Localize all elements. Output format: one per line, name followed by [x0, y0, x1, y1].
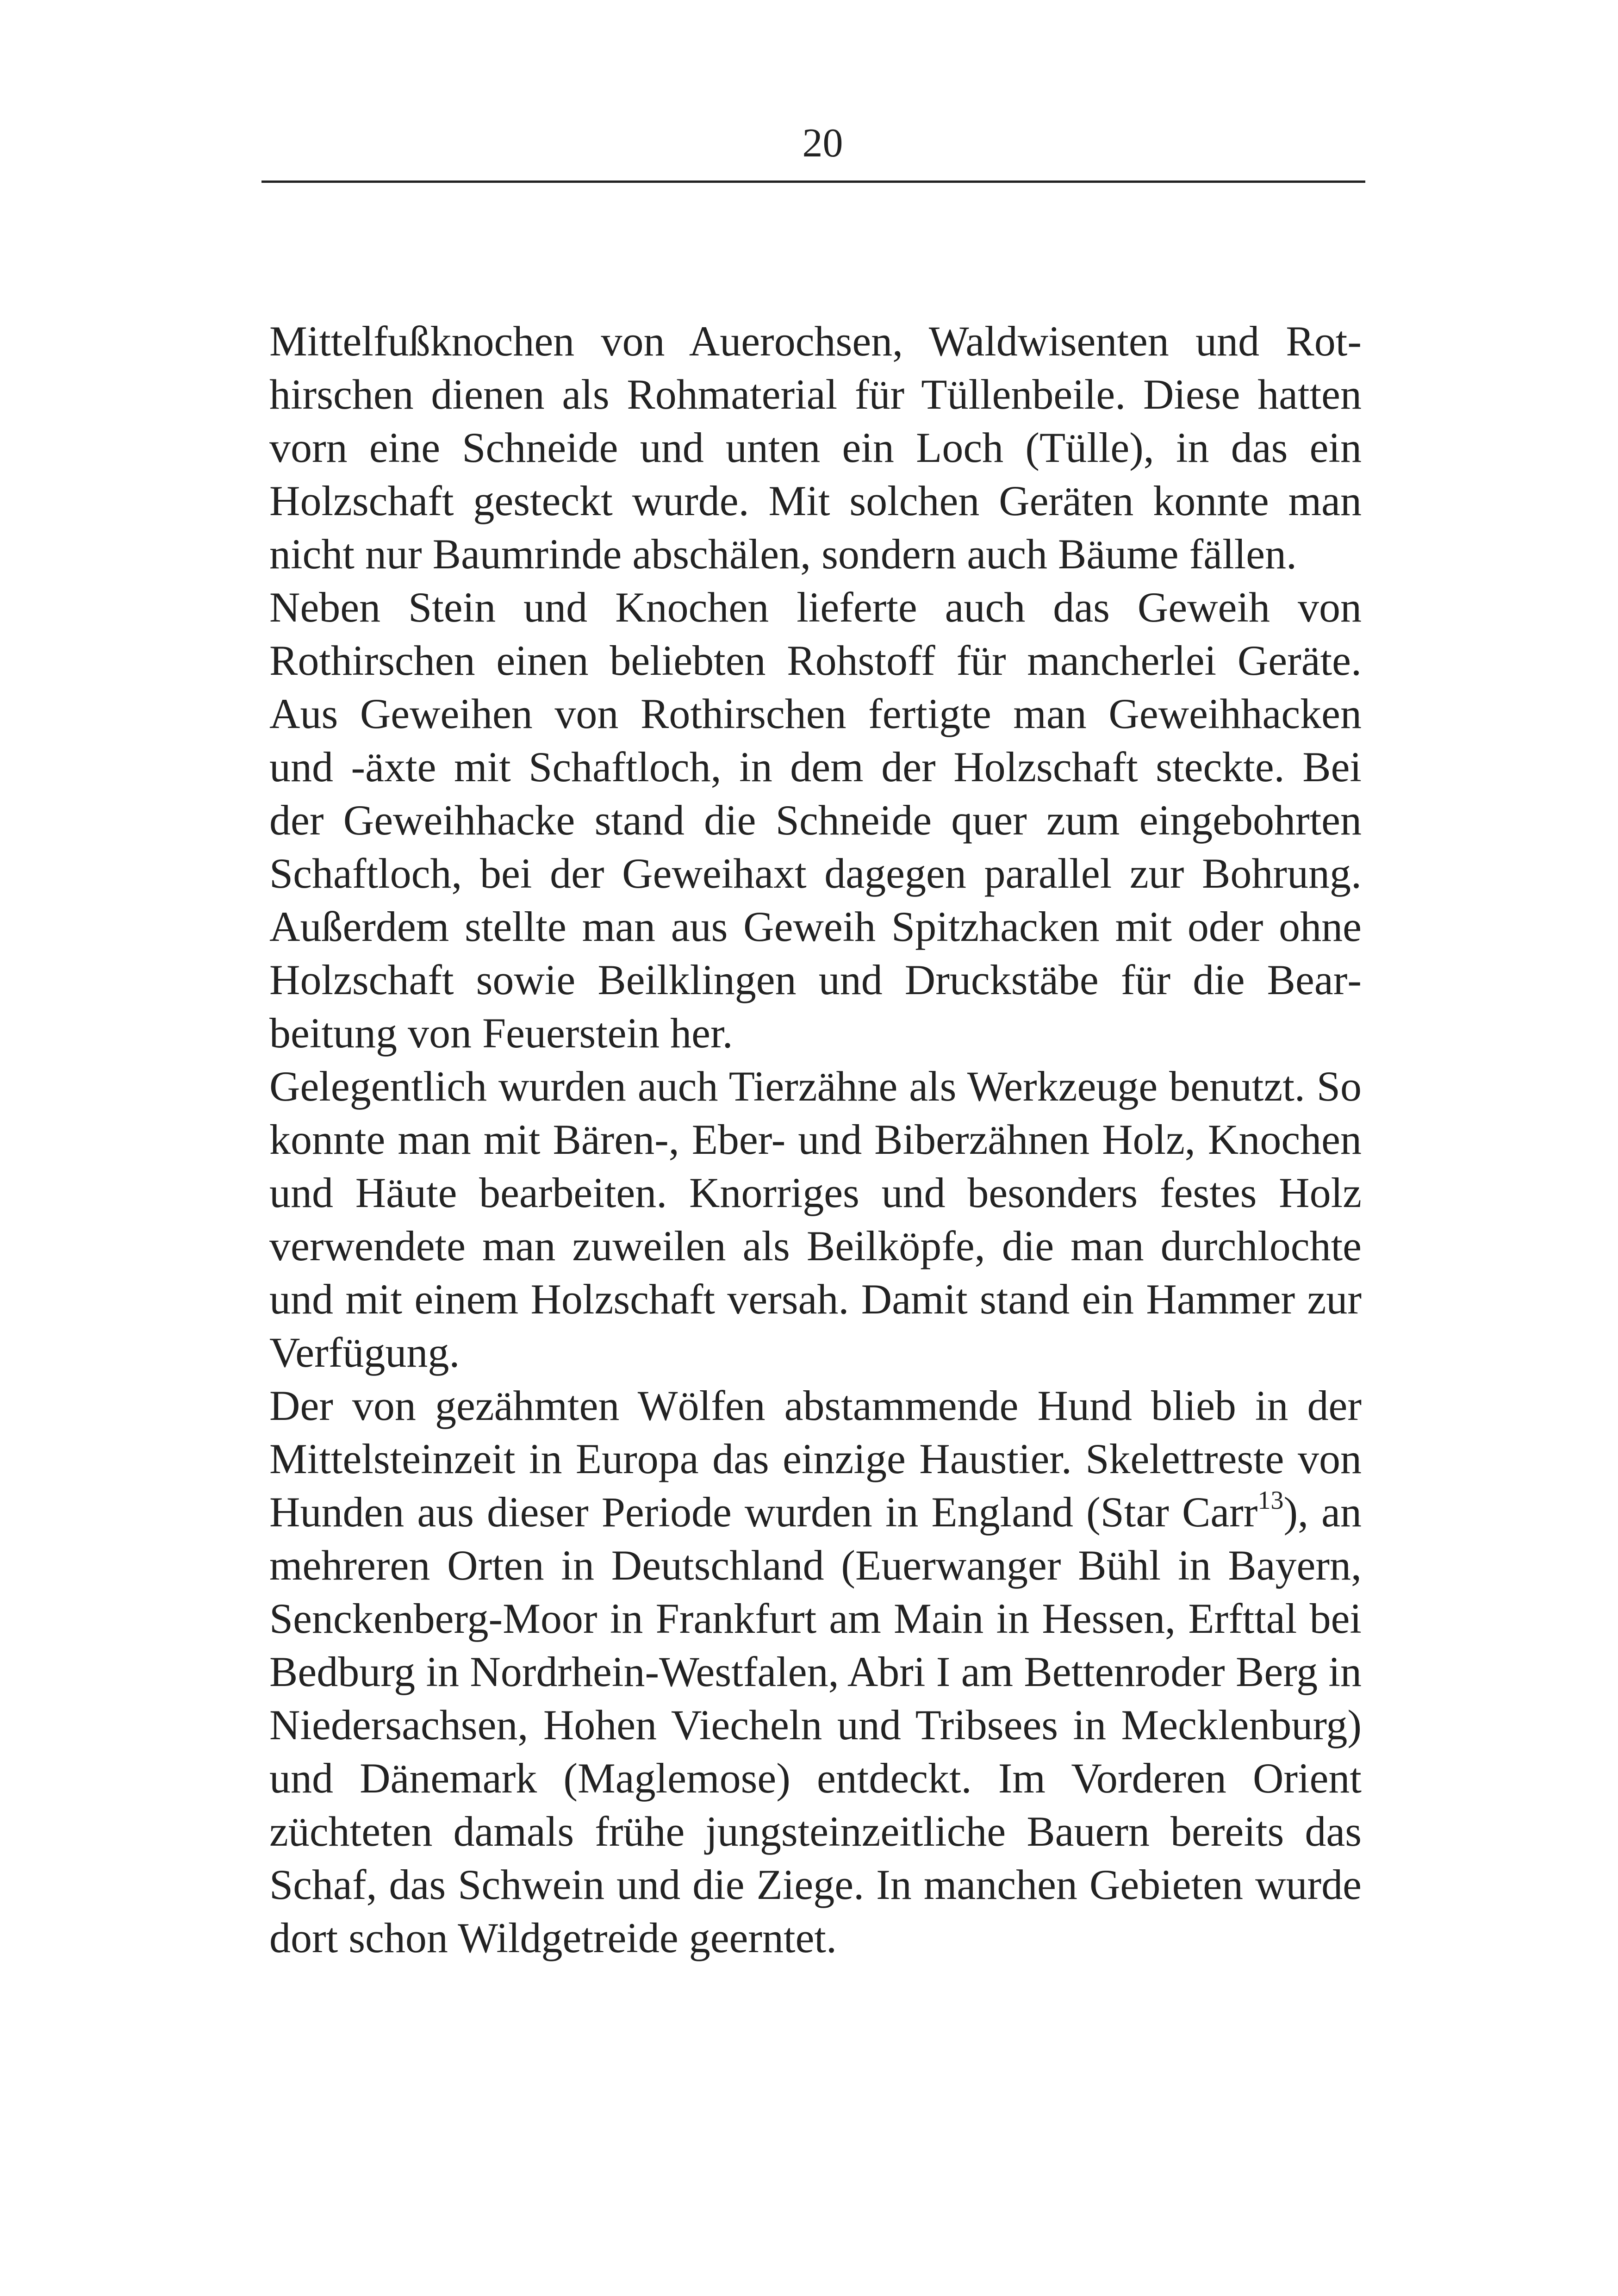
- paragraph-tuellenbeile: Mittelfußknochen von Auerochsen, Waldwisenten und Rothirschen dienen als Rohmaterial für Tüllenbeile. Diese hatten vorn eine Schneide und unten ein Loch (Tülle), in das ein Holzschaft gesteckt wurde. Mit solchen Geräten konnte man nicht nur Baumrinde abschälen, sondern auch Bäume fällen.: [269, 317, 1362, 578]
- body-text: [269, 315, 1362, 1965]
- page-header: [261, 118, 1365, 169]
- paragraph-geweih: Neben Stein und Knochen lieferte auch das Geweih von Rothirschen einen beliebten Rohstoff für mancherlei Geräte. Aus Geweihen von Rothirschen fertigte man Geweihhacken und -äxte mit Schaftloch, in dem der Holzschaft steckte. Bei der Geweihhacke stand die Schneide quer zum eingebohrten Schaftloch, bei der Geweihaxt dagegen parallel zur Bohrung. Außerdem stellte man aus Geweih Spitzhacken mit oder ohne Holzschaft sowie Beilklingen und Druckstäbe für die Bearbeitung von Feuerstein her.: [269, 584, 1362, 1057]
- paragraph-hund-text-1: Der von gezähmten Wölfen abstammende Hund blieb in der Mittelsteinzeit in Europa das einzige Haustier. Skelettreste von Hunden aus dieser Periode wurden in England (Star Carr: [269, 1382, 1362, 1536]
- footnote-reference: 13: [1257, 1486, 1284, 1515]
- paragraph-hund-text-2: ), an mehreren Orten in Deutschland (Euerwanger Bühl in Bayern, Senckenberg-Moor in Frankfurt am Main in Hessen, Erfttal bei Bedburg in Nordrhein-Westfalen, Abri I am Bettenroder Berg in Niedersachsen, Hohen Viecheln und Tribsees in Mecklenburg) und Dänemark (Maglemose) entdeckt. Im Vorderen Orient züchteten damals frühe jungsteinzeitliche Bauern bereits das Schaf, das Schwein und die Ziege. In manchen Gebieten wurde dort schon Wildgetreide geerntet.: [269, 1488, 1362, 1961]
- page-number: 20: [802, 121, 843, 166]
- header-rule: [261, 180, 1365, 183]
- paragraph-hund: [269, 1379, 1362, 1965]
- paragraph-tierzaehne: Gelegentlich wurden auch Tierzähne als Werkzeuge benutzt. So konnte man mit Bären-, Eber- und Biberzähnen Holz, Knochen und Häute bearbeiten. Knorriges und besonders festes Holz verwendete man zuweilen als Beilköpfe, die man durchlochte und mit einem Holzschaft versah. Damit stand ein Hammer zur Verfügung.: [269, 1063, 1362, 1376]
